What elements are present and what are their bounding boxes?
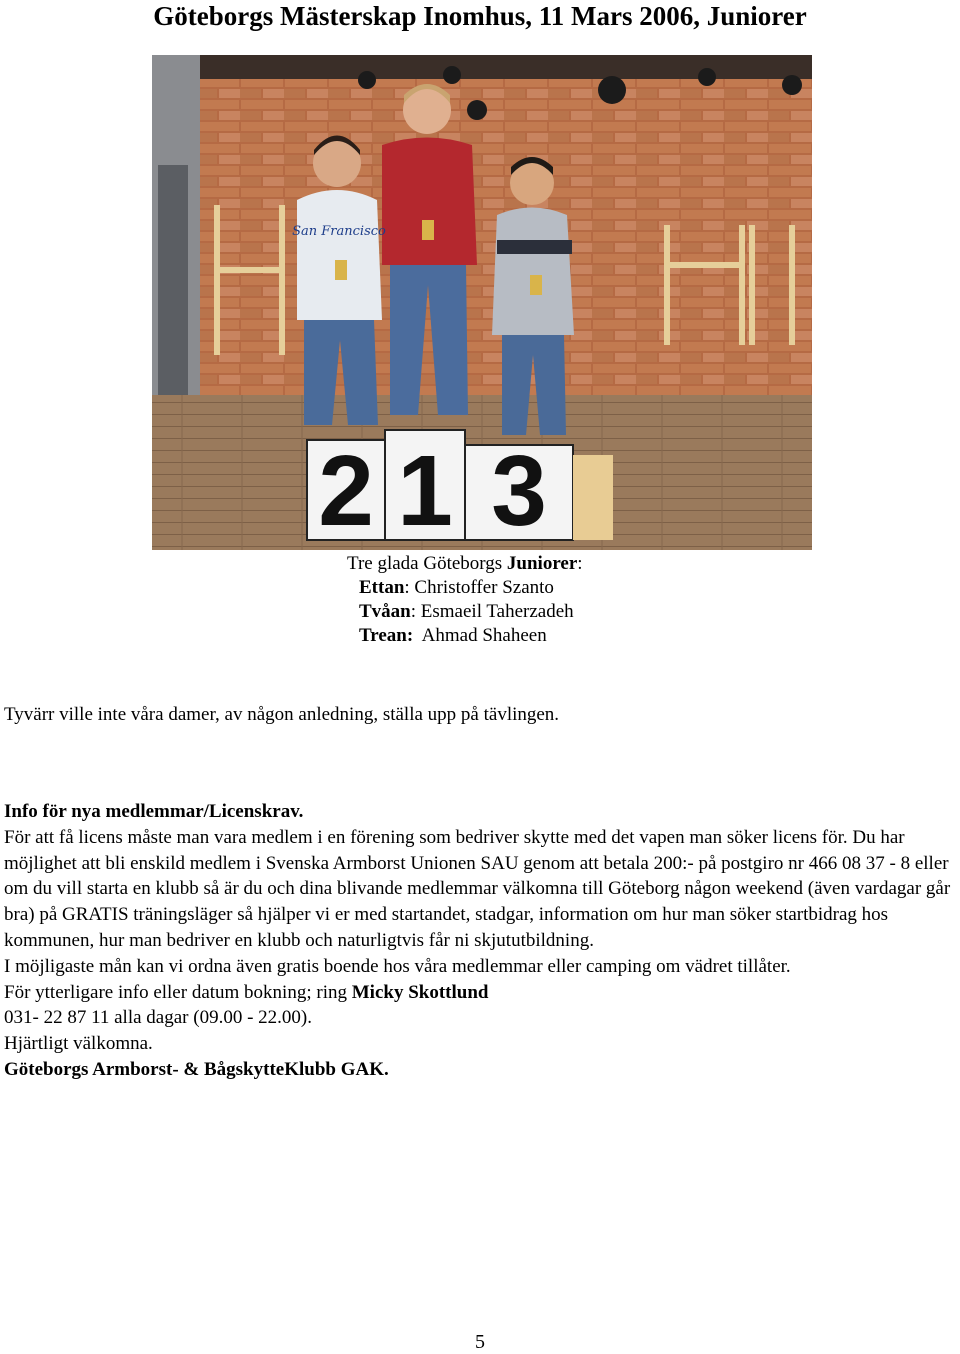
page-title: Göteborgs Mästerskap Inomhus, 11 Mars 2006, Juniorer [153,1,807,31]
podium-number-1: 1 [397,435,453,547]
info-section [4,799,960,1083]
info-welcome: Hjärtligt välkomna. [4,1033,153,1055]
podium-number-2: 2 [318,435,374,547]
club-signature: Göteborgs Armborst- & BågskytteKlubb GAK. [4,1058,389,1080]
caption-intro-text: Tre glada Göteborgs [347,553,507,574]
info-phone: 031- 22 87 11 alla dagar (09.00 - 22.00). [4,1007,312,1029]
caption-second-place [347,600,583,624]
first-place-label: Ettan [359,577,405,598]
podium-photo [152,55,812,550]
info-paragraph: För att få licens måste man vara medlem i en förening som bedriver skytte med det vapen man söker licens för. Du har möjlighet att bli enskild medlem i Svenska Armborst Unionen SAU genom att betala 200:- på postgiro nr 466 08 37 - 8 eller om du vill starta en klubb så är du och dina blivande medlemmar välkomna till Göteborg någon weekend (även vardagar går bra) på GRATIS träningsläger så hjälper vi er med startandet, stadgar, information om hur man söker startbidrag hos kommunen, hur man bedriver en klubb och naturligtvis får ni skjututbildning. [4,826,951,951]
info-lodging: I möjligaste mån kan vi ordna även gratis boende hos våra medlemmar eller camping om vädret tillåter. [4,955,791,977]
second-place-label: Tvåan [359,601,411,622]
third-place-label: Trean: [359,625,414,646]
second-place-name: : Esmaeil Taherzadeh [410,601,574,622]
podium-number-3: 3 [491,435,547,547]
caption-intro-suffix: : [577,553,583,574]
booking-contact-name: Micky Skottlund [351,981,489,1003]
first-place-name: : Christoffer Szanto [404,577,554,598]
info-booking [4,980,960,1006]
caption-intro [347,552,583,576]
photo-caption [347,552,583,648]
page-number: 5 [475,1331,485,1353]
booking-text: För ytterligare info eller datum bokning; ring [4,981,352,1003]
third-place-name: Ahmad Shaheen [413,625,547,646]
info-heading: Info för nya medlemmar/Licenskrav. [4,801,304,822]
caption-intro-bold: Juniorer [506,553,578,574]
caption-first-place [347,576,583,600]
absence-note: Tyvärr ville inte våra damer, av någon anledning, ställa upp på tävlingen. [4,704,560,725]
shirt-lettering: San Francisco [292,224,386,239]
caption-third-place [347,624,583,648]
